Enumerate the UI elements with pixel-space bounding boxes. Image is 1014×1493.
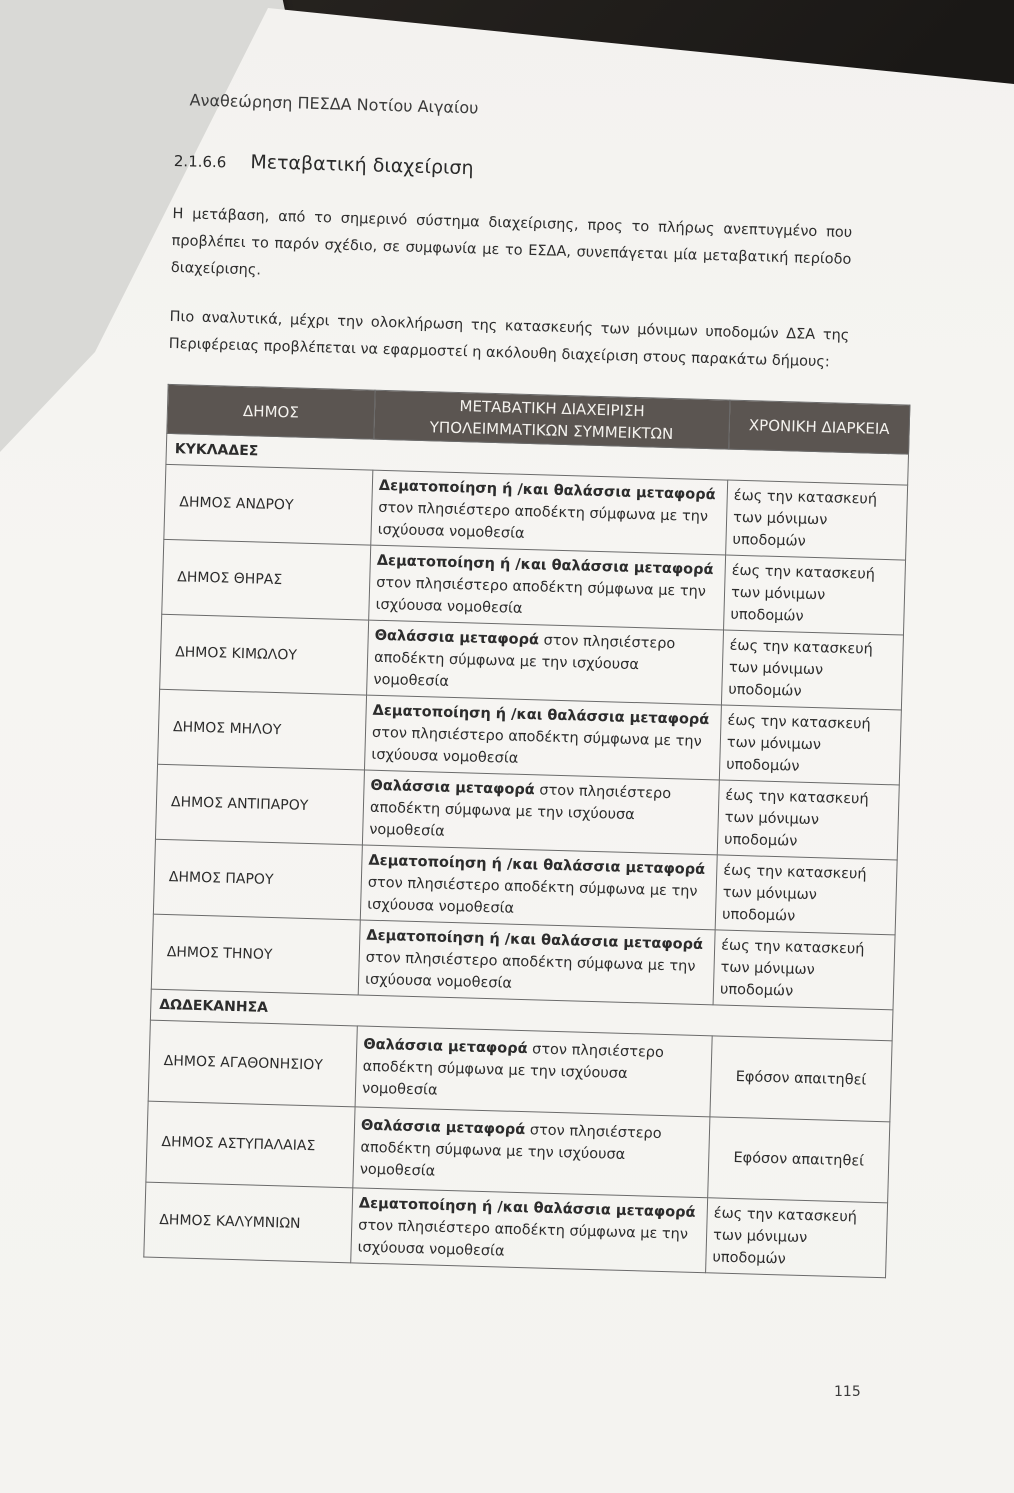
duration-cell: έως την κατασκευή των μόνιμων υποδομών: [717, 780, 899, 860]
section-title: Μεταβατική διαχείριση: [250, 151, 474, 180]
method-text: στον πλησιέστερο αποδέκτη σύμφωνα με την ισχύουσα νομοθεσία: [359, 1122, 662, 1180]
municipality-cell: ΔΗΜΟΣ ΜΗΛΟΥ: [158, 689, 367, 770]
method-emphasis: Δεματοποίηση ή /και θαλάσσια μεταφορά: [358, 1195, 696, 1221]
method-text: στον πλησιέστερο αποδέκτη σύμφωνα με την ισχύουσα νομοθεσία: [375, 574, 707, 617]
duration-cell: Εφόσον απαιτηθεί: [708, 1117, 890, 1203]
management-cell: [367, 620, 724, 705]
method-text: στον πλησιέστερο αποδέκτη σύμφωνα με την ισχύουσα νομοθεσία: [361, 1041, 665, 1099]
management-cell: [362, 770, 719, 855]
duration-cell: Εφόσον απαιτηθεί: [710, 1036, 892, 1122]
header-management-line-2: ΥΠΟΛΕΙΜΜΑΤΙΚΩΝ ΣΥΜΜΕΙΚΤΩΝ: [429, 418, 674, 444]
method-emphasis: Θαλάσσια μεταφορά: [374, 627, 540, 649]
method-emphasis: Θαλάσσια μεταφορά: [370, 777, 535, 799]
method-emphasis: Δεματοποίηση ή /και θαλάσσια μεταφορά: [376, 552, 714, 579]
duration-cell: έως την κατασκευή των μόνιμων υποδομών: [719, 705, 901, 785]
municipality-cell: ΔΗΜΟΣ ΑΝΔΡΟΥ: [164, 464, 373, 545]
duration-cell: έως την κατασκευή των μόνιμων υποδομών: [713, 930, 895, 1010]
municipality-cell: ΔΗΜΟΣ ΚΙΜΩΛΟΥ: [160, 614, 369, 695]
method-emphasis: Δεματοποίηση ή /και θαλάσσια μεταφορά: [372, 702, 710, 729]
section-heading: [174, 149, 854, 190]
method-emphasis: Θαλάσσια μεταφορά: [360, 1117, 526, 1139]
duration-cell: έως την κατασκευή των μόνιμων υποδομών: [715, 855, 897, 935]
management-cell: [371, 470, 728, 555]
method-text: στον πλησιέστερο αποδέκτη σύμφωνα με την ισχύουσα νομοθεσία: [377, 499, 709, 542]
management-cell: [360, 845, 717, 930]
duration-cell: έως την κατασκευή των μόνιμων υποδομών: [726, 480, 908, 560]
municipality-cell: ΔΗΜΟΣ ΚΑΛΥΜΝΙΩΝ: [144, 1182, 353, 1263]
management-cell: [364, 695, 721, 780]
method-text: στον πλησιέστερο αποδέκτη σύμφωνα με την ισχύουσα νομοθεσία: [373, 632, 676, 690]
page-number: 115: [834, 1384, 861, 1400]
details-paragraph: Πιο αναλυτικά, μέχρι την ολοκλήρωση της κατασκευής των μόνιμων υποδομών ΔΣΑ της Περιφέρειας προβλέπεται να εφαρμοστεί η ακόλουθη διαχείριση στους παρακάτω δήμους:: [168, 308, 850, 371]
method-text: στον πλησιέστερο αποδέκτη σύμφωνα με την ισχύουσα νομοθεσία: [357, 1217, 689, 1260]
method-emphasis: Δεματοποίηση ή /και θαλάσσια μεταφορά: [368, 852, 706, 879]
method-text: στον πλησιέστερο αποδέκτη σύμφωνα με την ισχύουσα νομοθεσία: [369, 782, 672, 840]
method-text: στον πλησιέστερο αποδέκτη σύμφωνα με την ισχύουσα νομοθεσία: [364, 949, 696, 992]
header-management-line-1: ΜΕΤΑΒΑΤΙΚΗ ΔΙΑΧΕΙΡΙΣΗ: [459, 397, 645, 421]
intro-paragraph: Η μετάβαση, από το σημερινό σύστημα διαχείρισης, προς το πλήρως ανεπτυγμένο που προβλέπει το παρόν σχέδιο, σε συμφωνία με το ΕΣΔΑ, συνεπάγεται μία μεταβατική περίοδο διαχείρισης.: [170, 205, 853, 279]
region-label: ΚΥΚΛΑΔΕΣ: [166, 433, 909, 485]
duration-cell: έως την κατασκευή των μόνιμων υποδομών: [721, 630, 903, 710]
header-municipality: ΔΗΜΟΣ: [167, 384, 375, 439]
region-label: ΔΩΔΕΚΑΝΗΣΑ: [150, 989, 893, 1041]
municipality-cell: ΔΗΜΟΣ ΑΝΤΙΠΑΡΟΥ: [155, 764, 364, 845]
management-cell: [353, 1107, 710, 1198]
transitional-management-table: [143, 384, 910, 1278]
municipality-cell: ΔΗΜΟΣ ΑΣΤΥΠΑΛΑΙΑΣ: [146, 1101, 355, 1188]
page-content: [143, 86, 890, 1277]
running-header: Αναθεώρηση ΠΕΣΔΑ Νοτίου Αιγαίου: [189, 90, 479, 118]
municipality-cell: ΔΗΜΟΣ ΘΗΡΑΣ: [162, 539, 371, 620]
management-cell: [351, 1188, 708, 1273]
method-emphasis: Δεματοποίηση ή /και θαλάσσια μεταφορά: [366, 927, 704, 954]
management-cell: [358, 920, 715, 1005]
section-number: 2.1.6.6: [173, 151, 227, 172]
method-text: στον πλησιέστερο αποδέκτη σύμφωνα με την ισχύουσα νομοθεσία: [366, 874, 698, 917]
method-emphasis: Θαλάσσια μεταφορά: [363, 1036, 528, 1058]
municipality-cell: ΔΗΜΟΣ ΠΑΡΟΥ: [153, 839, 362, 920]
duration-cell: έως την κατασκευή των μόνιμων υποδομών: [706, 1198, 888, 1278]
municipality-cell: ΔΗΜΟΣ ΑΓΑΘΟΝΗΣΙΟΥ: [148, 1020, 357, 1107]
management-cell: [369, 545, 726, 630]
management-cell: [355, 1026, 712, 1117]
method-text: στον πλησιέστερο αποδέκτη σύμφωνα με την ισχύουσα νομοθεσία: [371, 724, 702, 767]
municipality-cell: ΔΗΜΟΣ ΤΗΝΟΥ: [151, 914, 360, 995]
method-emphasis: Δεματοποίηση ή /και θαλάσσια μεταφορά: [378, 477, 716, 504]
header-duration: ΧΡΟΝΙΚΗ ΔΙΑΡΚΕΙΑ: [729, 400, 910, 454]
duration-cell: έως την κατασκευή των μόνιμων υποδομών: [724, 555, 906, 635]
